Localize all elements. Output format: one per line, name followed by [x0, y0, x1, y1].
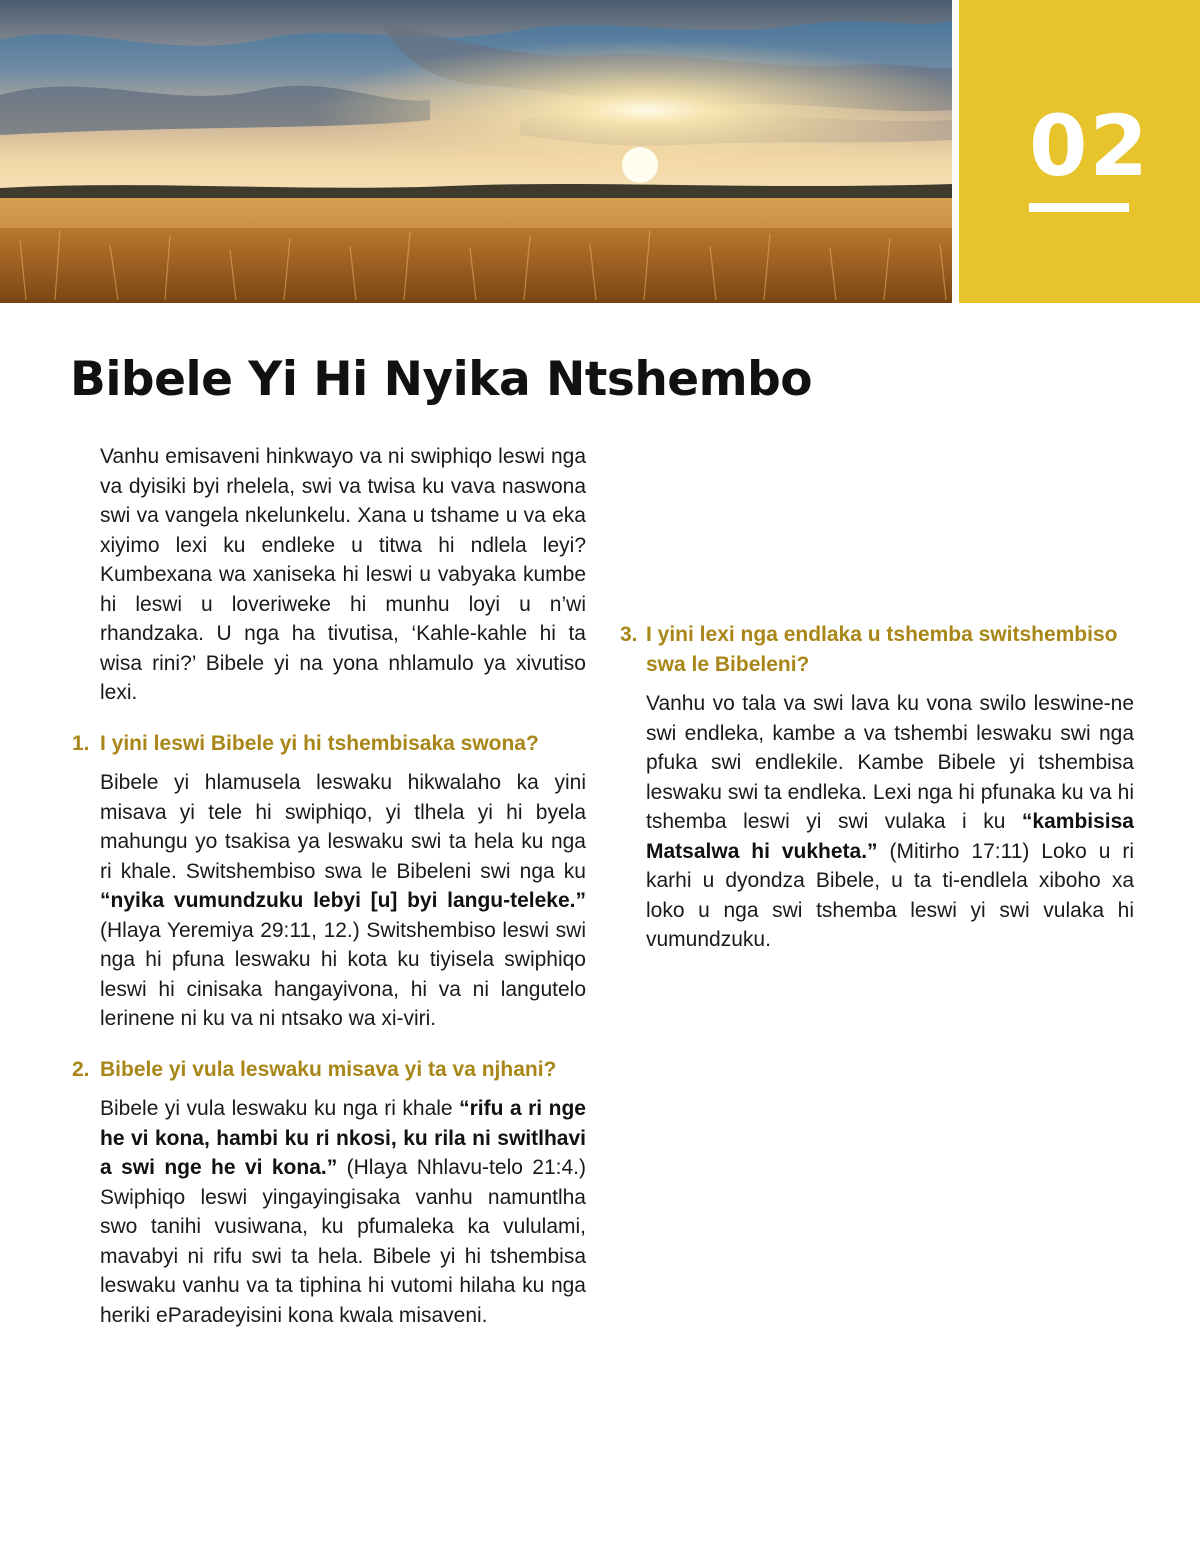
question-3-number: 3.: [620, 623, 638, 646]
answer-1-text-after: (Hlaya Yeremiya 29:11, 12.) Switshembiso leswi swi nga hi pfuna leswaku hi kota ku tiyisela swiphiqo leswi hi cinisaka hangayivona, hi va ni langutelo lerinene ni ku va ni ntsako wa xi-viri.: [100, 918, 586, 1030]
answer-2-text-after: (Hlaya Nhlavu-telo 21:4.) Swiphiqo leswi yingayingisaka vanhu namuntlha swo tanihi vusiwana, ku pfumaleka ka vululami, mavabyi ni rifu swi ta hela. Bibele yi hi tshembisa leswaku vanhu va ta tiphina hi vutomi hilaha ku nga heriki eParadeyisini kona kwala misaveni.: [100, 1156, 587, 1327]
left-column: [70, 442, 586, 1351]
answer-2-text-before: Bibele yi vula leswaku ku nga ri khale: [100, 1097, 460, 1120]
hero-photo: [0, 0, 952, 303]
lesson-number-underline: [1029, 203, 1129, 212]
page-title: Bibele Yi Hi Nyika Ntshembo: [70, 352, 813, 407]
answer-1-text-before: Bibele yi hlamusela leswaku hikwalaho ka yini misava yi tele hi swiphiqo, yi tlhela yi hi byela mahungu yo tsakisa ya leswaku swi ta hela ku nga ri khale. Switshembiso swa le Bibeleni swi nga ku: [100, 771, 586, 883]
sunset-wheat-field-image: [0, 0, 952, 303]
question-1-text: I yini leswi Bibele yi hi tshembisaka swona?: [100, 731, 539, 755]
lesson-number: 02: [1029, 97, 1150, 195]
question-2-number: 2.: [72, 1057, 90, 1081]
answer-1-quote: “nyika vumundzuku lebyi [u] byi langu-teleke.”: [100, 889, 586, 912]
question-2-heading: [70, 1055, 586, 1085]
question-1-heading: [70, 729, 586, 759]
question-1-number: 1.: [72, 731, 90, 755]
answer-2-quote: “rifu a ri nge he vi kona, hambi ku ri nkosi, ku rila ni switlhavi a swi nge he vi kona.”: [100, 1097, 586, 1179]
answer-3-text-before: Vanhu vo tala va swi lava ku vona swilo leswine-ne swi endleka, kambe a va tshembi leswaku swi nga pfuka swi endlekile. Kambe Bibele yi tshembisa leswaku swi ta endleka. Lexi nga hi pfunaka ku va hi tshemba leswi yi swi vulaka i ku: [646, 692, 1134, 833]
lesson-number-block: [959, 0, 1200, 303]
answer-2-paragraph: [70, 1094, 586, 1330]
answer-1-paragraph: [70, 768, 586, 1034]
answer-3-paragraph: [618, 689, 1134, 955]
intro-paragraph: Vanhu emisaveni hinkwayo va ni swiphiqo leswi nga va dyisiki byi rhelela, swi va twisa ku vava naswona swi va vangela nkelunkelu. Xana u tshame u va eka xiyimo lexi ku endleke u titwa hi ndlela leyi? Kumbexana wa xaniseka hi leswi u vabyaka kumbe hi leswi u loveriweke hi munhu loyi u n’wi rhandzaka. U nga ha tivutisa, ‘Kahle-kahle hi ta wisa rini?’ Bibele yi na yona nhlamulo ya xivutiso lexi.: [100, 445, 586, 704]
right-column-content: [618, 620, 1134, 976]
answer-3-text-after: (Mitirho 17:11) Loko u ri karhi u dyondza Bibele, u ta ti-endlela xiboho xa loko u nga swi tshemba leswi yi swi vulaka hi vumundzuku.: [646, 839, 1134, 951]
question-3-heading: [618, 620, 1134, 679]
answer-3-quote: “kambisisa Matsalwa hi vukheta.”: [646, 810, 1134, 863]
question-2-text: Bibele yi vula leswaku misava yi ta va njhani?: [100, 1057, 557, 1081]
question-3-text: I yini lexi nga endlaka u tshemba switshembiso swa le Bibeleni?: [646, 623, 1118, 676]
